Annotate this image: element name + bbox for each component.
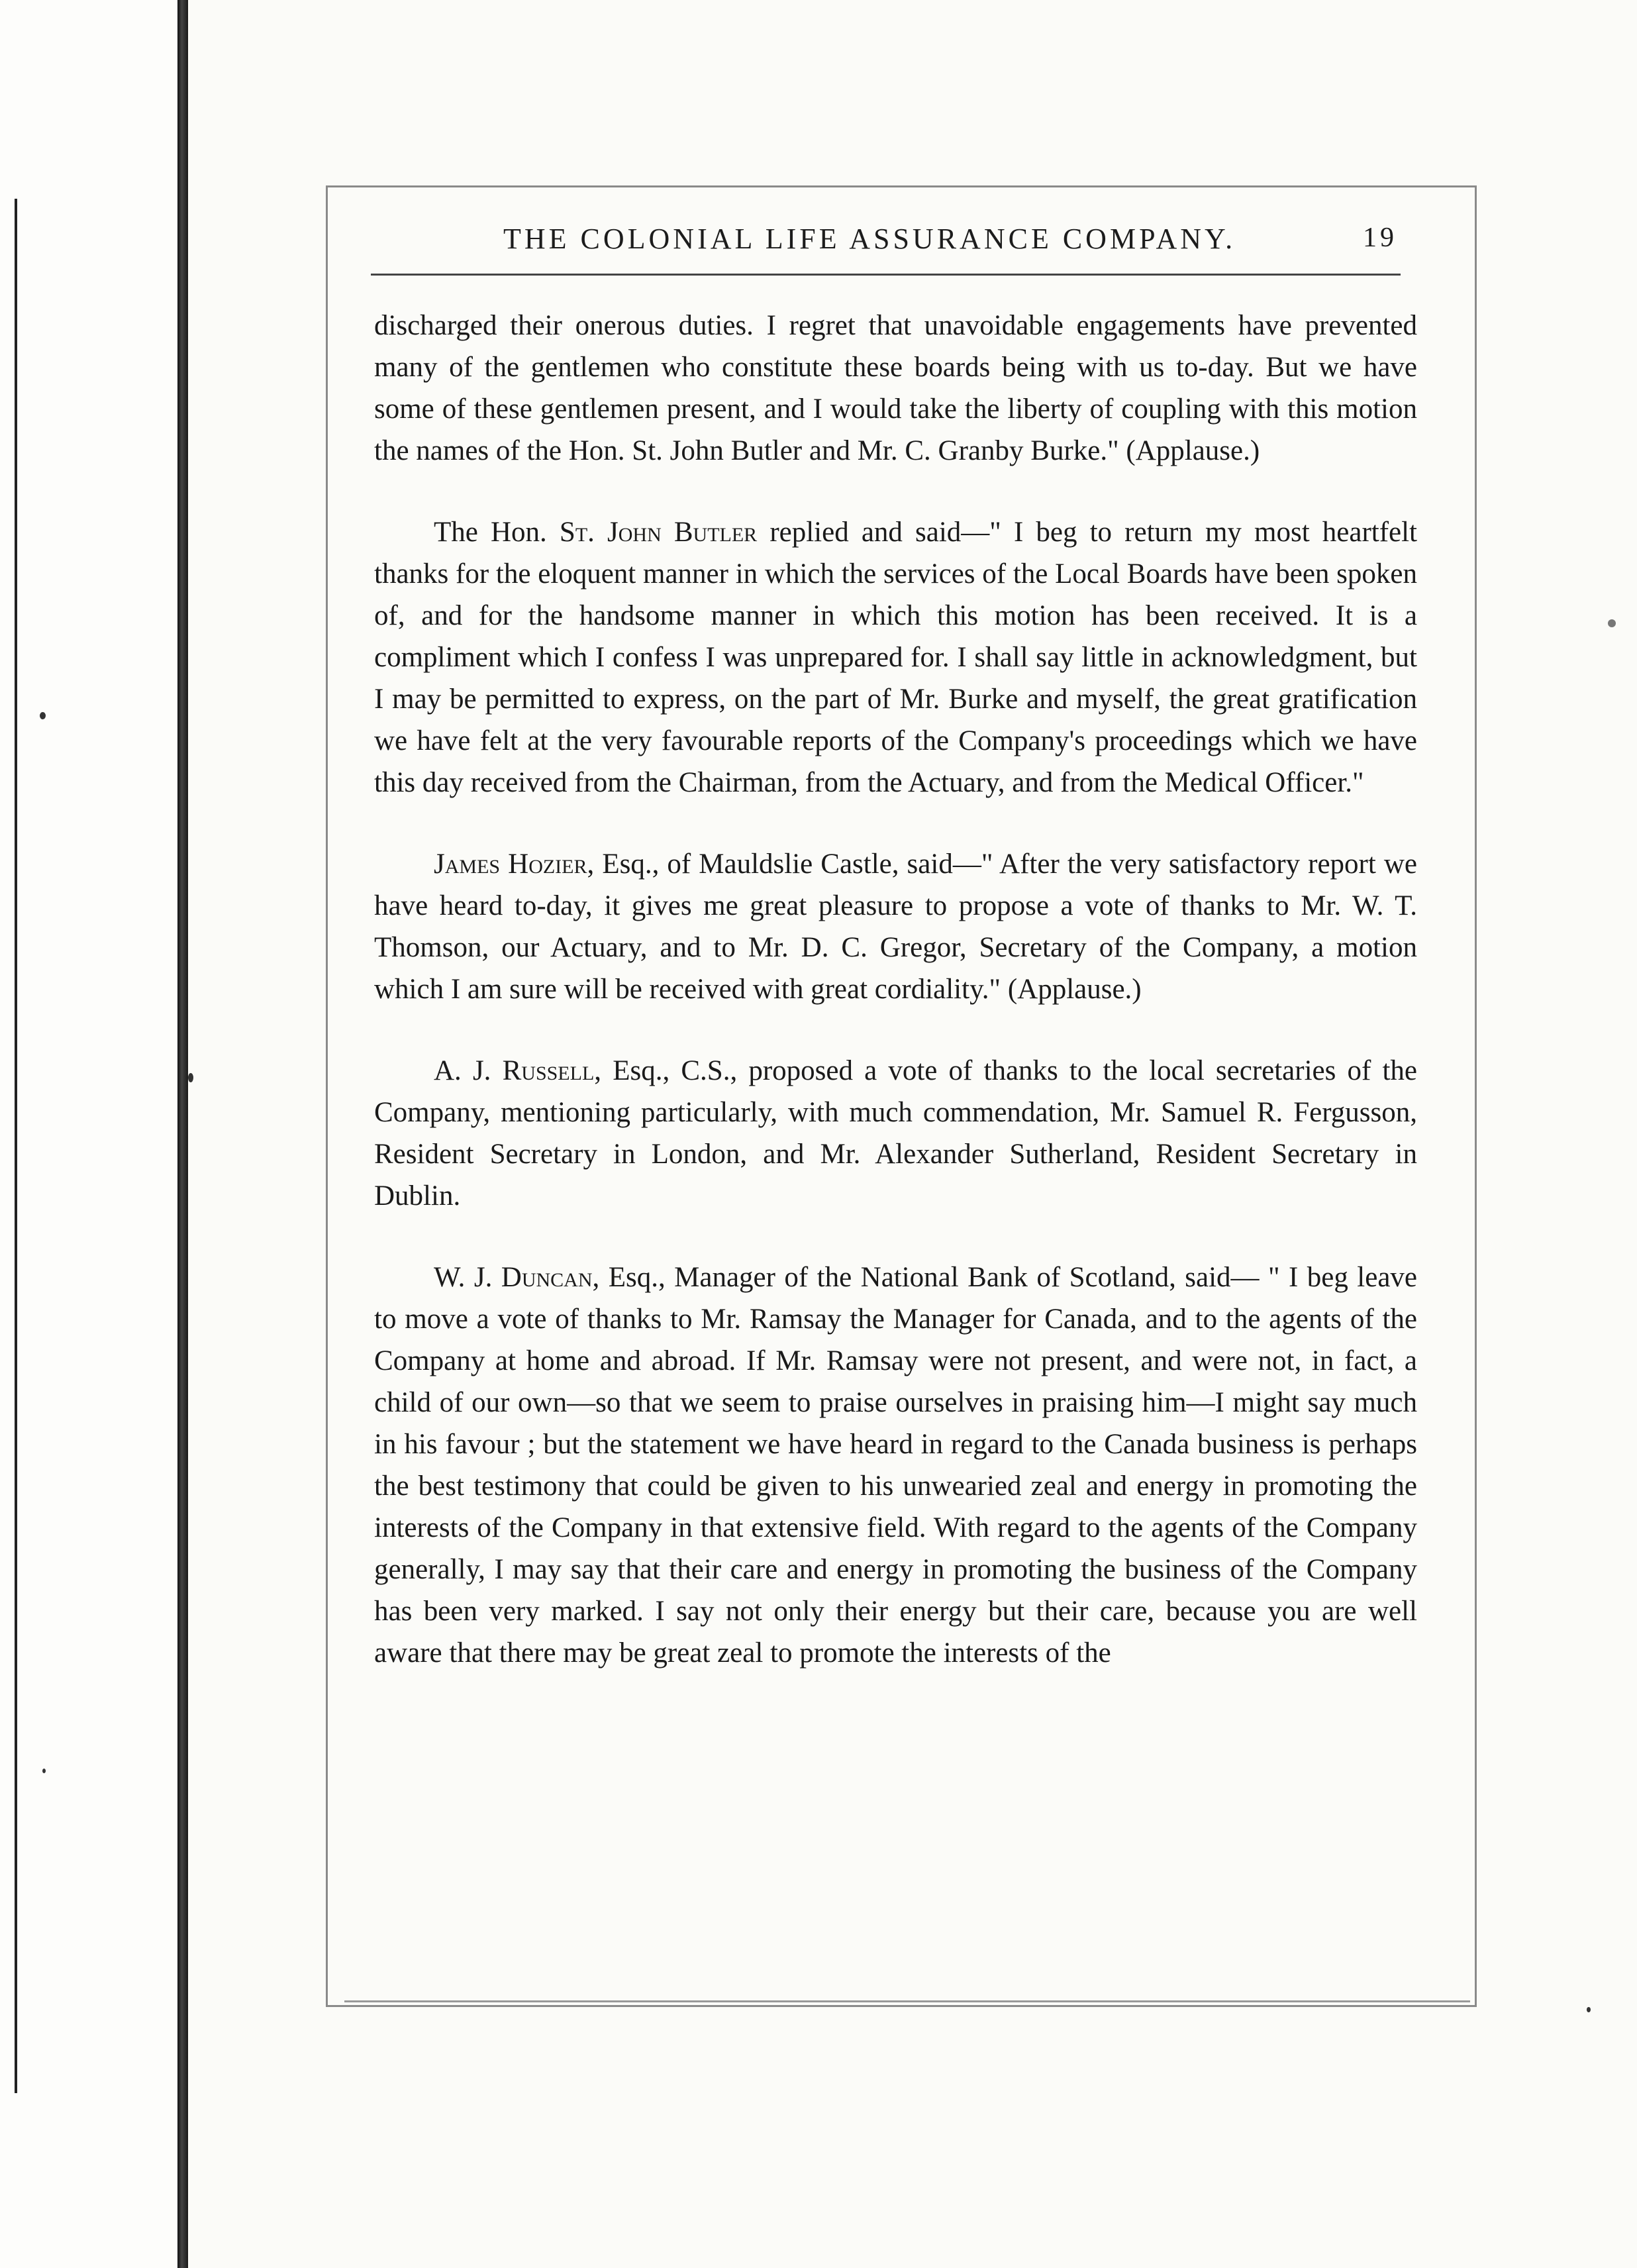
speaker-name: Duncan: [501, 1262, 593, 1293]
running-title: THE COLONIAL LIFE ASSURANCE COMPANY.: [503, 223, 1236, 255]
scan-speck: [1608, 619, 1616, 627]
scan-speck: [1587, 2007, 1591, 2012]
paragraph-text: , Esq., C.S., proposed a vote of thanks to the local secretaries of the Company, mentioning particularly, with much commendation, Mr. Samuel R. Fergusson, Resident Secretary in London, and Mr. Alexander Sutherland, Resident Secretary in Dublin.: [374, 1055, 1417, 1211]
paragraph-continuation: [374, 305, 1417, 472]
paragraph-hozier: [374, 843, 1417, 1010]
speaker-prefix: The Hon.: [434, 517, 560, 548]
book-spine: [177, 0, 188, 2268]
paragraph-duncan: [374, 1257, 1417, 1674]
scan-speck: [42, 1769, 46, 1773]
header-rule: [371, 274, 1401, 276]
left-page-edge: [0, 0, 182, 2268]
speaker-name: Russell: [502, 1055, 595, 1086]
left-page-rule: [15, 199, 17, 2093]
paragraph-text: , Esq., Manager of the National Bank of Scotland, said— " I beg leave to move a vote of thanks to Mr. Ramsay the Manager for Canada, and to the agents of the Company at home and abroad. If Mr. Ramsay were not present, and were not, in fact, a child of our own—so that we seem to praise ourselves in praising him—I might say much in his favour ; but the statement we have heard in regard to the Canada business is perhaps the best testimony that could be given to his unwearied zeal and energy in promoting the interests of the Company in that extensive field. With regard to the agents of the Company generally, I may say that their care and energy in promoting the business of the Company has been very marked. I say not only their energy but their care, because you are well aware that there may be great zeal to promote the interests of the: [374, 1262, 1417, 1669]
paragraph-text: discharged their onerous duties. I regret that unavoidable engagements have prevented many of the gentlemen who constitute these boards being with us to-day. But we have some of these gentlemen present, and I would take the liberty of coupling with this motion the names of the Hon. St. John Butler and Mr. C. Granby Burke." (Applause.): [374, 310, 1417, 466]
page-number: 19: [1363, 223, 1397, 253]
paragraph-butler: [374, 511, 1417, 803]
speaker-name: James Hozier: [434, 849, 587, 880]
speaker-prefix: A. J.: [434, 1055, 503, 1086]
scan-speck: [188, 1073, 193, 1082]
paragraph-russell: [374, 1050, 1417, 1217]
speaker-name: St. John Butler: [559, 517, 758, 548]
plate-bottom-rule: [344, 2000, 1470, 2002]
paragraph-text: replied and said—" I beg to return my most heartfelt thanks for the eloquent manner in which the services of the Local Boards have been spoken of, and for the handsome manner in which this motion has been received. It is a compliment which I confess I was unprepared for. I shall say little in acknowledgment, but I may be permitted to express, on the part of Mr. Burke and myself, the great gratification we have felt at the very favourable reports of the Company's proceedings which we have this day received from the Chairman, from the Actuary, and from the Medical Officer.": [374, 517, 1418, 798]
body-text: [374, 305, 1417, 1714]
speaker-prefix: W. J.: [434, 1262, 501, 1293]
paragraph-text: , Esq., of Mauldslie Castle, said—" After the very satisfactory report we have heard to-day, it gives me great pleasure to propose a vote of thanks to Mr. W. T. Thomson, our Actuary, and to Mr. D. C. Gregor, Secretary of the Company, a motion which I am sure will be received with great cordiality." (Applause.): [374, 849, 1418, 1005]
running-head: [503, 222, 1397, 262]
scan-speck: [40, 712, 46, 719]
